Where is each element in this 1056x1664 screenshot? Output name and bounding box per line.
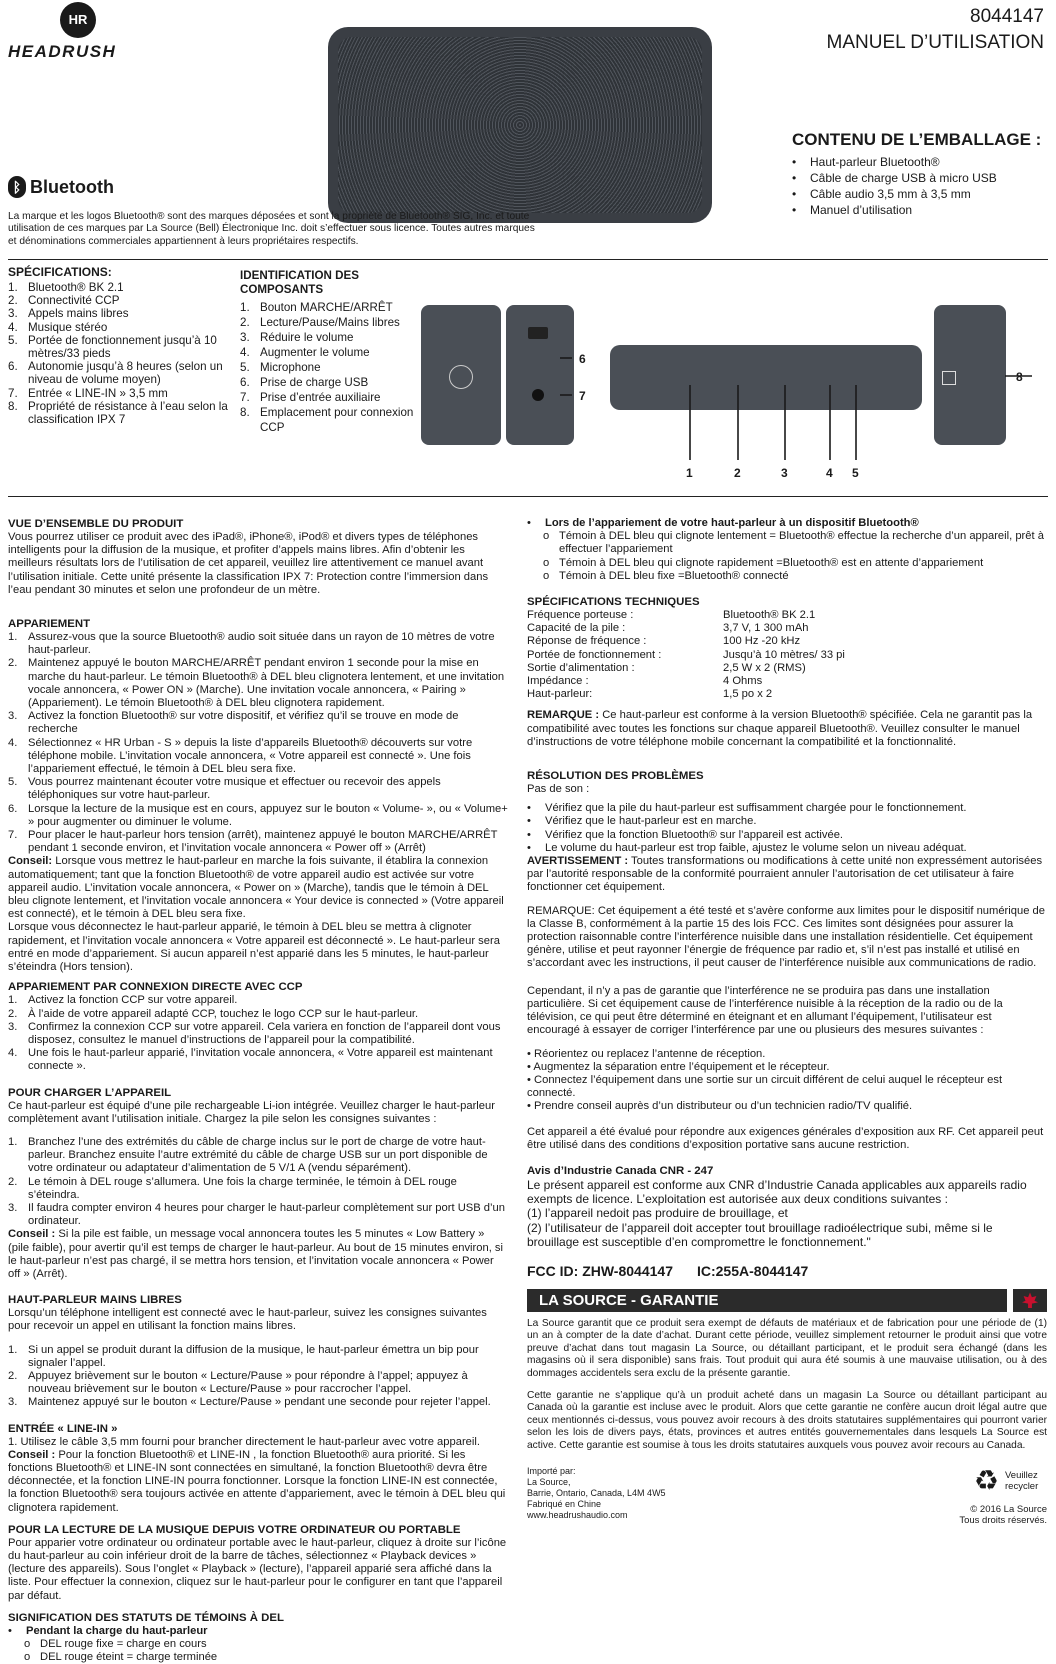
- warranty-banner: [527, 1289, 1047, 1312]
- component-item: 5. Microphone: [240, 361, 321, 374]
- spec-item: 8. Propriété de résistance à l’eau selon la classification IPX 7: [8, 399, 228, 427]
- component-item: 4. Augmenter le volume: [240, 346, 370, 359]
- led-pairing: • Lors de l’appariement de votre haut-parleur à un dispositif Bluetooth®: [527, 517, 919, 529]
- ic-text: Le présent appareil est conforme aux CNR d’Industrie Canada applicables aux appareils radio exempts de licence. L’exploitation est autorisée aux deux conditions suivantes : (1) l’appareil nedoit pas produire de brouillage, et (2) l’utilisateur de l’appareil doit accepter tout brouillage radioélectrique subi, même si le brouillage est susceptible d’en compromettre le fonctionnement.": [527, 1177, 1027, 1249]
- importer-info: [527, 1466, 666, 1521]
- fcc-ic-ids: [527, 1263, 1047, 1279]
- handsfree-list: [8, 1344, 508, 1410]
- ccp-title: APPARIEMENT PAR CONNEXION DIRECTE AVEC CCP: [8, 981, 303, 994]
- tech-specs-table: [527, 609, 1047, 701]
- copyright-line: Tous droits réservés.: [959, 1515, 1047, 1526]
- bluetooth-logo: [8, 176, 114, 198]
- copyright: [959, 1504, 1047, 1526]
- footer: [527, 1466, 1047, 1526]
- specifications: [8, 265, 230, 426]
- package-item: • Haut-parleur Bluetooth®: [792, 155, 940, 169]
- pairing-title: APPARIEMENT: [8, 618, 91, 631]
- led-pairing-item: o Témoin à DEL bleu qui clignote rapidement =Bluetooth® est en attente d’appariement: [543, 556, 984, 569]
- speaker-front-photo: [328, 27, 712, 223]
- rf-exposure: Cet appareil a été évalué pour répondre aux exigences générales d’exposition aux RF. Cet appareil peut être utilisé dans des conditions d’exposition portative sans aucune restriction.: [527, 1125, 1044, 1151]
- spec-item: 4. Musique stéréo: [8, 320, 108, 334]
- warranty-text: La Source garantit que ce produit sera exempt de défauts de matériaux et de fabrication pour une période de (1) un an à compter de la date d’achat. Durant cette période, veuillez simplement retourner le produit ainsi que votre preuve d’achat dans tout magasin La Source, ou détaillant participant, et le produit sera échangé (dans les magasins où il sera disponible) sans frais. Tout produit qui aura été soumis à une mauvaise utilisation, ou à des dommages accidentels sera exclu de la présente garantie.: [527, 1317, 1047, 1379]
- pairing-disconnect-text: Lorsque vous déconnectez le haut-parleur apparié, le témoin à DEL bleu se mettra à clignoter rapidement, et l’invitation vocale annoncera « Votre appareil est déconnecté ». Le haut-parleur sera entré en mode d’appariement. Si aucun appareil n’est apparié dans les 5 minutes, le haut-parleur s’éteindra (Hors tension).: [8, 921, 500, 974]
- charge-title: POUR CHARGER L’APPAREIL: [8, 1086, 172, 1099]
- recycle-text: Veuillez recycler: [1005, 1470, 1039, 1492]
- overview-text: Vous pourrez utiliser ce produit avec des iPad®, iPhone®, iPod® et divers types de téléphones intelligents pour la diffusion de la musique, et profiter d’appels mains libres. Afin d’obtenir les meilleurs résultats lors de l’utilisation de cet appareil, veuillez lire attentivement ce manuel avant l’utilisation initiale. Cette unité présente la classification IPX 7: Protection contre l’immersion dans l’eau pendant 30 minutes et selon une profondeur de un mètre.: [8, 531, 489, 596]
- left-column: [8, 517, 508, 1664]
- trouble-sub: Pas de son :: [527, 783, 590, 796]
- pairing-step: 6. Lorsque la lecture de la musique est en cours, appuyez sur le bouton « Volume- », ou « Volume+ » pour augmenter ou diminuer le volume.: [8, 802, 508, 828]
- handsfree-step: 1. Si un appel se produit durant la diffusion de la musique, le haut-parleur émettra un bip pour signaler l’appel.: [8, 1343, 479, 1369]
- component-item: 2. Lecture/Pause/Mains libres: [240, 316, 400, 329]
- package-item: • Câble audio 3,5 mm à 3,5 mm: [792, 187, 971, 201]
- spec-item: 3. Appels mains libres: [8, 307, 129, 321]
- spec-item: 2. Connectivité CCP: [8, 294, 120, 308]
- warranty-terms: Cette garantie ne s’applique qu’à un produit acheté dans un magasin La Source ou détaillant participant au Canada où la garantie est incluse avec le produit. Alors que cette garantie ne confère aucun droit légal autre que ceux mentionnés ci-dessus, vous pouvez avoir recours à des droits statutaires supplémentaires qui pourront varier selon les lois de divers pays, états, provinces et autres entités gouvernementales dans lesquels La Source est active. Cette garantie est soumise à tous les droits statutaires auxquels vous pouvez avoir recours au Canada.: [527, 1389, 1047, 1451]
- led-charging-item: o DEL rouge éteint = charge terminée: [24, 1651, 218, 1664]
- bluetooth-logo-text: Bluetooth: [30, 176, 114, 197]
- recycle-icon: ♻: [973, 1465, 999, 1496]
- callout-4: 4: [826, 466, 833, 480]
- callout-3: 3: [781, 466, 788, 480]
- copyright-line: © 2016 La Source: [970, 1504, 1047, 1515]
- fcc-id: FCC ID: ZHW-8044147: [527, 1262, 673, 1279]
- component-item: 3. Réduire le volume: [240, 331, 354, 344]
- tech-spec-row: Portée de fonctionnement : Jusqu’à 10 mètres/ 33 pi: [527, 648, 845, 661]
- trouble-title: RÉSOLUTION DES PROBLÈMES: [527, 770, 704, 783]
- doc-header: [827, 4, 1044, 56]
- tech-title: SPÉCIFICATIONS TECHNIQUES: [527, 596, 700, 609]
- footer-right: [959, 1466, 1047, 1526]
- fcc-measure: • Prendre conseil auprès d’un distributeur ou d’un technicien radio/TV qualifié.: [527, 1100, 913, 1113]
- component-item: 7. Prise d’entrée auxiliaire: [240, 391, 381, 404]
- tech-spec-row: Haut-parleur: 1,5 po x 2: [527, 688, 773, 701]
- aux-port-icon: [532, 389, 544, 401]
- charge-step: 2. Le témoin à DEL rouge s’allumera. Une fois la charge terminée, le témoin à DEL rouge s’éteindra.: [8, 1175, 457, 1201]
- package-title: CONTENU DE L’EMBALLAGE :: [792, 130, 1042, 149]
- fcc-measure: • Connectez l’équipement dans une sortie sur un circuit différent de celui auquel le récepteur est connecté.: [527, 1073, 1003, 1100]
- led-charging: • Pendant la charge du haut-parleur: [8, 1624, 208, 1637]
- pairing-step: 5. Vous pourrez maintenant écouter votre musique et effectuer ou recevoir des appels téléphoniques sur votre haut-parleur.: [8, 776, 441, 802]
- usb-port-icon: [528, 327, 548, 339]
- importer-line: La Source,: [527, 1477, 571, 1487]
- specs-title: SPÉCIFICATIONS:: [8, 265, 112, 279]
- package-item: • Manuel d’utilisation: [792, 203, 913, 217]
- components-list: [240, 300, 415, 435]
- led-charging-item: o DEL rouge fixe = charge en cours: [24, 1638, 207, 1651]
- trouble-item: • Le volume du haut-parleur est trop faible, ajustez le volume selon un niveau adéquat.: [527, 841, 967, 854]
- warranty-title: LA SOURCE - GARANTIE: [527, 1289, 1007, 1312]
- charge-step: 1. Branchez l’une des extrémités du câble de charge inclus sur le port de charge de votre haut-parleur. Branchez ensuite l’autre extrémité du câble de charge USB sur un port disponible de votre ordinateur ou adaptateur d’alimentation de 5 V/1 A (vendu séparément).: [8, 1135, 488, 1175]
- trouble-list: [527, 802, 1047, 855]
- led-charging-list: [8, 1638, 508, 1664]
- charge-intro: Ce haut-parleur est équipé d’une pile rechargeable Li-ion intégrée. Veuillez charger le haut-parleur complètement avant l’utilisation initiale. Chargez la pile selon les consignes suivantes :: [8, 1099, 495, 1125]
- computer-text: Pour apparier votre ordinateur ou ordinateur portable avec le haut-parleur, cliquez à droite sur l’icône du haut-parleur au coin inférieur droit de la barre de tâches, sélectionnez « Playback devices » (lecture des appareils). Sous l’onglet « Playback » (lecture), l’appareil apparié sera affiché dans la liste. Pour effectuer la connexion, cliquez sur le haut-parleur pour le configurer en tant que l’appareil par défaut.: [8, 1536, 507, 1602]
- trouble-item: • Vérifiez que le haut-parleur est en marche.: [527, 815, 757, 828]
- brand-name: HEADRUSH: [8, 42, 117, 61]
- ccp-list: [8, 994, 508, 1073]
- bluetooth-icon: ᛒ: [8, 176, 26, 198]
- trouble-warning: AVERTISSEMENT : Toutes transformations ou modifications à cette unité non expressément autorisées par l’autorité responsable de la conformité pourraient annuler l’autorisation de cet utilisateur à faire fonctionner cet équipement.: [527, 855, 1043, 894]
- charge-tip: Conseil : Si la pile est faible, un message vocal annoncera toutes les 5 minutes « Low Battery » (pile faible), pour avertir qu’il est temps de charger le haut-parleur. Au bout de 15 minutes environ, si le haut-parleur n’est pas chargé, il se mettra hors tension, et l’invitation vocale annoncera « Power off » (Arrêt).: [8, 1228, 504, 1280]
- trouble-item: • Vérifiez que la pile du haut-parleur est suffisamment chargée pour le fonctionnement.: [527, 802, 967, 815]
- callout-arrows: [560, 340, 1050, 475]
- trouble-item: • Vérifiez que la fonction Bluetooth® sur l’appareil est activée.: [527, 828, 844, 841]
- importer-line: Barrie, Ontario, Canada, L4M 4W5: [527, 1488, 666, 1498]
- tech-spec-row: Réponse de fréquence : 100 Hz -20 kHz: [527, 635, 801, 648]
- ccp-step: 1. Activez la fonction CCP sur votre appareil.: [8, 994, 238, 1007]
- package-contents: [792, 130, 1042, 218]
- specs-list: [8, 281, 230, 426]
- component-item: 8. Emplacement pour connexion CCP: [240, 406, 414, 434]
- fcc-measures: [527, 1048, 1047, 1114]
- speaker-grille: [338, 37, 702, 213]
- spec-item: 5. Portée de fonctionnement jusqu’à 10 mètres/33 pieds: [8, 333, 217, 361]
- hr-badge-icon: [449, 365, 473, 389]
- handsfree-title: HAUT-PARLEUR MAINS LIBRES: [8, 1294, 182, 1307]
- charge-step: 3. Il faudra compter environ 4 heures pour charger le haut-parleur complètement sur port USB d’un ordinateur.: [8, 1201, 505, 1228]
- components: [240, 269, 415, 435]
- fcc-interference: Cependant, il n’y a pas de garantie que l’interférence ne se produira pas dans une installation particulière. Si cet équipement cause de l’interférence nuisible à la réception de la radio ou de la télévision, ce qui peut être déterminé en éteignant et en allumant l’équipement, l’utilisateur est encouragé à essayer de corriger l’interférence par une ou plusieurs des mesures suivantes :: [527, 984, 1003, 1037]
- recycle-badge: [959, 1466, 1047, 1496]
- led-pairing-item: o Témoin à DEL bleu fixe =Bluetooth® connecté: [543, 569, 789, 582]
- callout-8: 8: [1016, 370, 1023, 384]
- overview-title: VUE D’ENSEMBLE DU PRODUIT: [8, 518, 184, 530]
- doc-title: MANUEL D’UTILISATION: [826, 32, 1044, 53]
- tech-spec-row: Sortie d’alimentation : 2,5 W x 2 (RMS): [527, 661, 806, 674]
- tech-note: REMARQUE : Ce haut-parleur est conforme à la version Bluetooth® spécifiée. Cela ne garantit pas la compatibilité avec toutes les fonctions sur chaque appareil Bluetooth®. Veuillez consulter le manuel d’instructions de votre téléphone mobile concernant la compatibilité et la fonctionnalité.: [527, 709, 1033, 748]
- pairing-step: 4. Sélectionnez « HR Urban - S » depuis la liste d’appareils Bluetooth® découverts sur votre téléphone mobile. L’invitation vocale annoncera, « Votre appareil est connecté ». Une fois l’appariement effectué, le témoin à DEL bleu sera fixe.: [8, 736, 473, 776]
- callout-7: 7: [579, 389, 586, 403]
- ccp-step: 3. Confirmez la connexion CCP sur votre appareil. Cela variera en fonction de l’appareil dont vous disposez, consultez le manuel d’instructions de l’appareil pour la compatibilité.: [8, 1020, 501, 1046]
- package-item: • Câble de charge USB à micro USB: [792, 171, 997, 185]
- right-column: [527, 517, 1047, 1526]
- importer-line: www.headrushaudio.com: [527, 1510, 628, 1520]
- led-title: SIGNIFICATION DES STATUTS DE TÉMOINS À DEL: [8, 1611, 284, 1624]
- pairing-step: 1. Assurez-vous que la source Bluetooth® audio soit située dans un rayon de 10 mètres de votre haut-parleur.: [8, 631, 495, 657]
- fcc-measure: • Réorientez ou replacez l’antenne de réception.: [527, 1047, 766, 1060]
- package-list: [792, 154, 1042, 218]
- handsfree-intro: Lorsqu’un téléphone intelligent est connecté avec le haut-parleur, suivez les consignes suivantes pour recevoir un appel en utilisant la fonction mains libres.: [8, 1307, 487, 1333]
- tech-spec-row: Capacité de la pile : 3,7 V, 1 300 mAh: [527, 622, 809, 635]
- spec-item: 7. Entrée « LINE-IN » 3,5 mm: [8, 386, 168, 400]
- pairing-step: 3. Activez la fonction Bluetooth® sur votre dispositif, et vérifiez qu’il se trouve en mode de recherche: [8, 710, 459, 736]
- importer-line: Importé par:: [527, 1466, 576, 1476]
- led-pairing-list: [527, 530, 1047, 583]
- model-number: 8044147: [970, 6, 1044, 27]
- component-item: 6. Prise de charge USB: [240, 376, 369, 389]
- ccp-step: 2. À l’aide de votre appareil adapté CCP, touchez le logo CCP sur le haut-parleur.: [8, 1007, 419, 1020]
- bluetooth-notice: La marque et les logos Bluetooth® sont des marques déposées et sont la propriété de Bluetooth® SIG, Inc. et toute utilisation de ces marques par La Source (Bell) Électronique Inc. doit s’effectuer sous licence. Toutes autres marques et dénominations commerciales appartiennent à leurs propriétaires respectifs.: [8, 211, 535, 247]
- callout-1: 1: [686, 466, 693, 480]
- handsfree-step: 3. Maintenez appuyé sur le bouton « Lecture/Pause » pendant une seconde pour rejeter l’appel.: [8, 1396, 491, 1409]
- spec-item: 1. Bluetooth® BK 2.1: [8, 281, 124, 294]
- computer-title: POUR LA LECTURE DE LA MUSIQUE DEPUIS VOTRE ORDINATEUR OU PORTABLE: [8, 1523, 461, 1536]
- fcc-measure: • Augmentez la séparation entre l’équipement et le récepteur.: [527, 1060, 830, 1073]
- linein-title: ENTRÉE « LINE-IN »: [8, 1422, 118, 1435]
- tech-spec-row: Fréquence porteuse : Bluetooth® BK 2.1: [527, 609, 816, 622]
- brand-logo: [8, 0, 158, 66]
- handsfree-step: 2. Appuyez brièvement sur le bouton « Lecture/Pause » pour répondre à l’appel; appuyez à nouveau brièvement sur le bouton « Lecture/Pause » pour raccrocher l’appel.: [8, 1369, 468, 1396]
- divider: [8, 259, 1048, 260]
- tech-spec-row: Impédance : 4 Ohms: [527, 675, 763, 688]
- charge-list: [8, 1136, 508, 1228]
- callout-5: 5: [852, 466, 859, 480]
- component-item: 1. Bouton MARCHE/ARRÊT: [240, 301, 393, 314]
- pairing-step: 7. Pour placer le haut-parleur hors tension (arrêt), maintenez appuyé le bouton MARCHE/ARRÊT pendant 1 seconde environ, et l’invitation vocale annoncera « Power off » (Arrêt): [8, 829, 498, 855]
- callout-6: 6: [579, 352, 586, 366]
- canada-flag-icon: [1013, 1289, 1047, 1312]
- ic-id: IC:255A-8044147: [696, 1262, 809, 1279]
- ccp-step: 4. Une fois le haut-parleur apparié, l’invitation vocale annoncera, « Votre appareil est maintenant connecte ».: [8, 1047, 493, 1073]
- led-pairing-item: o Témoin à DEL bleu qui clignote lentement = Bluetooth® effectue la recherche d’un appareil, prêt à effectuer l’appariement: [543, 530, 1044, 556]
- callout-2: 2: [734, 466, 741, 480]
- importer-line: Fabriqué en Chine: [527, 1499, 602, 1509]
- linein-tip: Conseil : Pour la fonction Bluetooth® et LINE-IN , la fonction Bluetooth® aura priorité. Si les fonctions Bluetooth® et LINE-IN sont connectées en simultané, la fonction Bluetooth® devra être déconnectée, et la fonction LINE-IN pourra fonctionner. Lorsque la fonction LINE-IN est connectée, la fonction Bluetooth® sera toujours activée en attente d’appariement, avec le témoin à DEL bleu qui clignotera rapidement.: [8, 1448, 506, 1514]
- speaker-side-photo: [421, 305, 501, 445]
- pairing-tip: Conseil: Lorsque vous mettrez le haut-parleur en marche la fois suivante, il établira la connexion automatiquement; tant que la fonction Bluetooth® de votre appareil audio est activée sur votre appareil audio. L’invitation vocale annoncera, « Power on » (Marche), tandis que le témoin à DEL bleu clignote lentement, et l’invitation vocale annoncera « Your device is connected » (Votre appareil est connecté), et le témoin à DEL bleu sera fixe.: [8, 855, 504, 921]
- fcc-note: REMARQUE: Cet équipement a été testé et s’avère conforme aux limites pour le dispositif numérique de la Classe B, conformément à la partie 15 des lois FCC. Ces limites sont désignées pour assurer la protection raisonnable contre l’interférence nuisible dans une installation résidentielle. Cet équipement génère, utilise et peut rayonner l’énergie de fréquence par radio et, s’il n’est pas installé et utilisé en s’accordant avec les instructions, il peut causer de l’interférence nuisible aux communications de radio.: [527, 904, 1045, 970]
- pairing-list: [8, 631, 508, 855]
- hr-logo-icon: HR: [60, 2, 96, 38]
- linein-step: 1. Utilisez le câble 3,5 mm fourni pour brancher directement le haut-parleur avec votre appareil.: [8, 1435, 480, 1448]
- divider: [8, 496, 1048, 497]
- components-title: IDENTIFICATION DES COMPOSANTS: [240, 269, 359, 296]
- spec-item: 6. Autonomie jusqu’à 8 heures (selon un niveau de volume moyen): [8, 360, 223, 387]
- pairing-step: 2. Maintenez appuyé le bouton MARCHE/ARRÊT pendant environ 1 seconde pour la mise en marche du haut-parleur. Le témoin Bluetooth® à DEL bleu clignotera lentement, et une invitation vocale annoncera, « Power ON » (Marche). Une invitation vocale annoncera, « Pairing » (Appariement). Le témoin Bluetooth® à DEL bleu clignotera rapidement.: [8, 657, 505, 710]
- ic-title: Avis d’Industrie Canada CNR - 247: [527, 1164, 714, 1177]
